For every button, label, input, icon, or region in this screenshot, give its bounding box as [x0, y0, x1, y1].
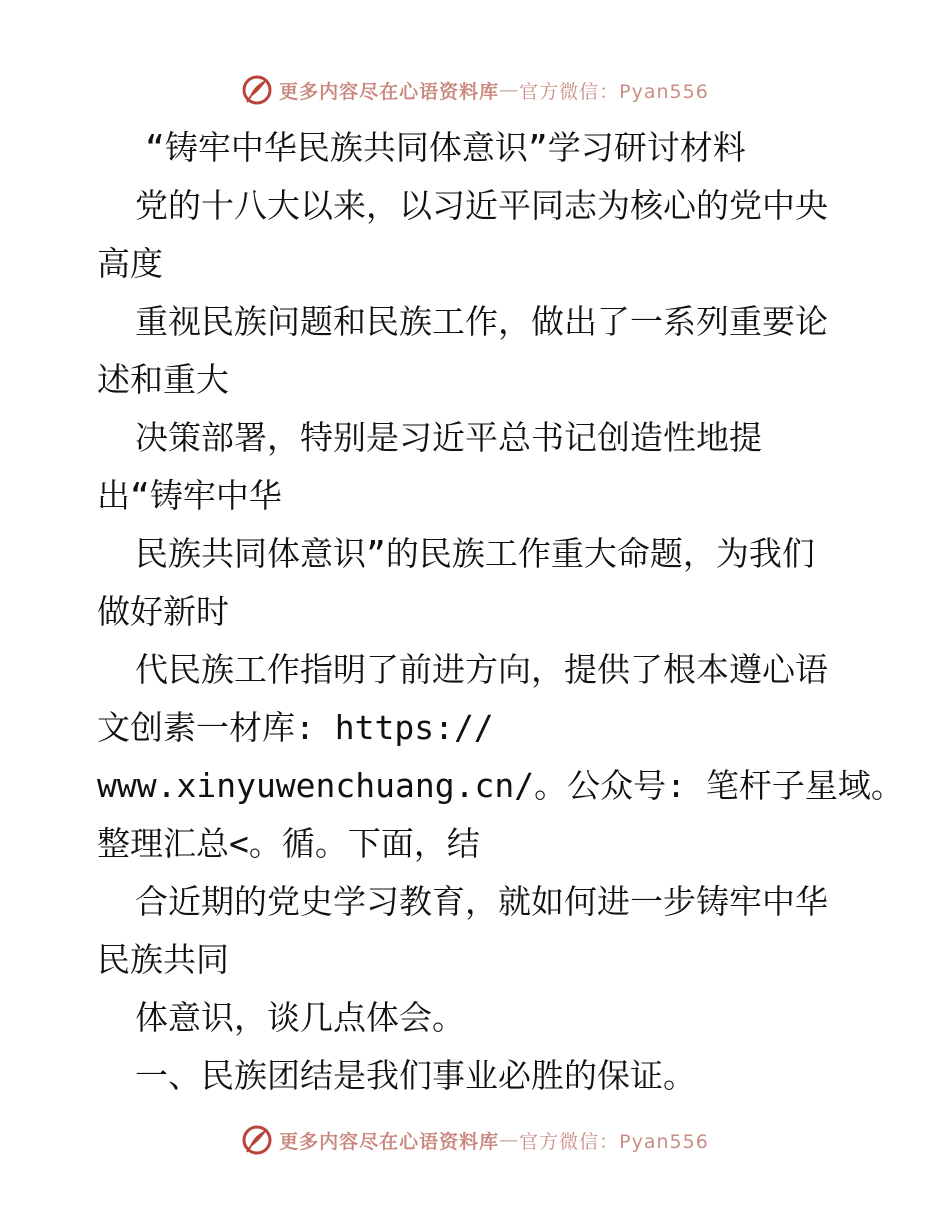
paragraph-line: 做好新时	[97, 592, 229, 631]
paragraph-line: 民族共同体意识”的民族工作重大命题，为我们	[135, 534, 815, 573]
footer-banner	[0, 1120, 950, 1160]
paragraph-line: 出“铸牢中华	[97, 476, 282, 515]
paragraph-line: 决策部署，特别是习近平总书记创造性地提	[135, 418, 762, 457]
section-heading: 一、民族团结是我们事业必胜的保证。	[135, 1056, 696, 1095]
paragraph-line: 体意识，谈几点体会。	[135, 998, 465, 1037]
banner-brand-text: 更多内容尽在心语资料库	[279, 80, 500, 103]
header-banner	[0, 70, 950, 110]
paragraph-line: 民族共同	[97, 940, 229, 979]
banner-wechat-text: 官方微信：Pyan556	[519, 80, 709, 103]
quill-logo-icon	[241, 74, 273, 106]
paragraph-line: 述和重大	[97, 360, 229, 399]
paragraph-line: 合近期的党史学习教育，就如何进一步铸牢中华	[135, 882, 828, 921]
banner-wechat-text: 官方微信：Pyan556	[519, 1130, 709, 1153]
paragraph-line: 党的十八大以来，以习近平同志为核心的党中央	[135, 186, 828, 225]
banner-dash: —	[499, 1129, 520, 1151]
paragraph-line: www.xinyuwenchuang.cn/。公众号: 笔杆子星域。	[97, 766, 904, 805]
banner-dash: —	[499, 79, 520, 101]
paragraph-line: 整理汇总<。循。下面，结	[97, 824, 480, 863]
quill-logo-icon	[241, 1124, 273, 1156]
paragraph-line: 高度	[97, 244, 163, 283]
banner-brand-text: 更多内容尽在心语资料库	[279, 1130, 500, 1153]
document-title: “铸牢中华民族共同体意识”学习研讨材料	[145, 128, 746, 167]
paragraph-line: 代民族工作指明了前进方向，提供了根本遵心语	[135, 650, 828, 689]
paragraph-line: 文创素一材库: https://	[97, 708, 494, 747]
paragraph-line: 重视民族问题和民族工作，做出了一系列重要论	[135, 302, 828, 341]
